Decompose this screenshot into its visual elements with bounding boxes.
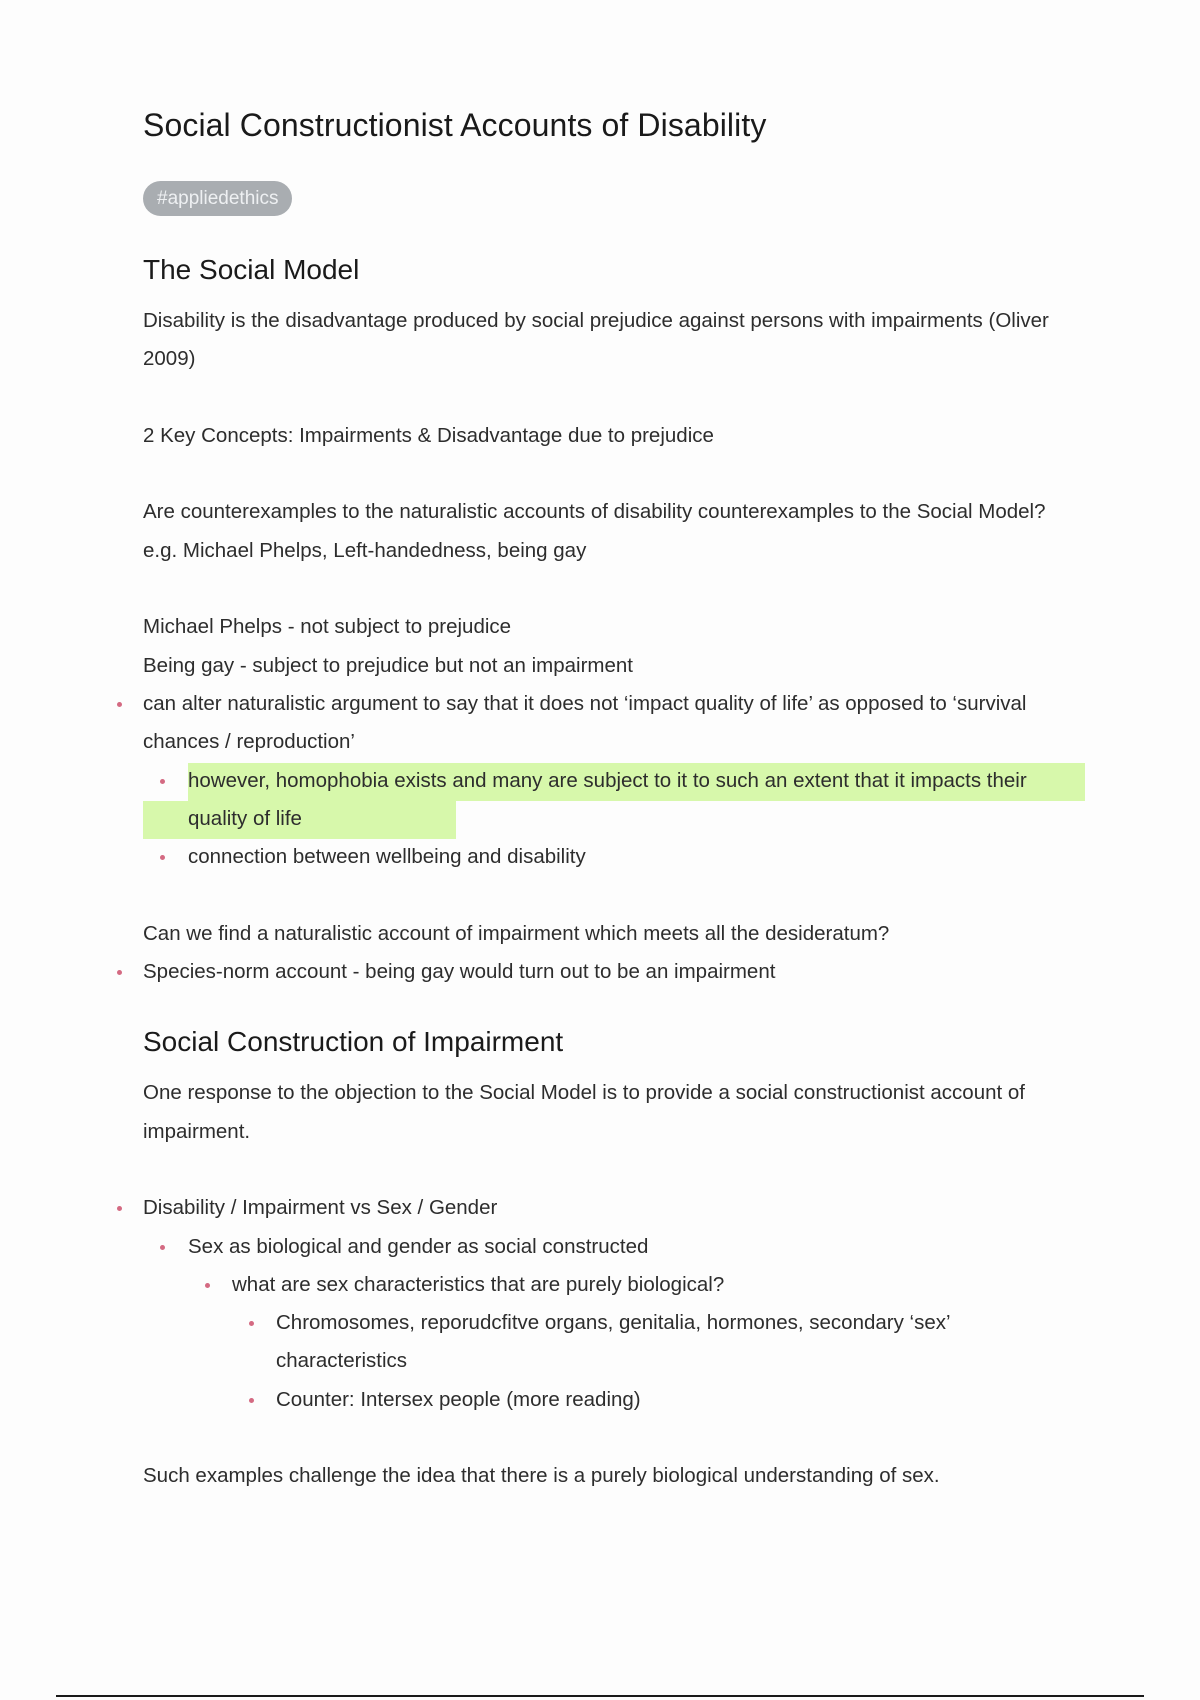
list-item-highlighted [143, 762, 1073, 839]
paragraph: Can we find a naturalistic account of impairment which meets all the desideratum? [143, 921, 890, 945]
heading-social-construction: Social Construction of Impairment [143, 1026, 564, 1058]
list-item: Disability / Impairment vs Sex / Gender [143, 1189, 1073, 1227]
note-title: Social Constructionist Accounts of Disability [143, 107, 767, 143]
bullet-list [143, 685, 1073, 876]
paragraph: Disability is the disadvantage produced by social prejudice against persons with impairments (Oliver 2009) [143, 309, 1049, 371]
page-bottom-rule [56, 1695, 1144, 1697]
paragraph: e.g. Michael Phelps, Left-handedness, being gay [143, 538, 587, 562]
paragraph: Are counterexamples to the naturalistic accounts of disability counterexamples to the Social Model? [143, 500, 1046, 524]
paragraph: One response to the objection to the Social Model is to provide a social constructionist account of impairment. [143, 1081, 1026, 1143]
list-item: Chromosomes, reporudcfitve organs, genitalia, hormones, secondary ‘sex’ characteristics [143, 1304, 1073, 1381]
paragraph: Such examples challenge the idea that there is a purely biological understanding of sex. [143, 1464, 940, 1488]
paragraph: Being gay - subject to prejudice but not an impairment [143, 653, 633, 677]
highlighted-text: however, homophobia exists and many are subject to it to such an extent that it impacts their quality of life [188, 768, 1027, 830]
hashtag-badge[interactable]: #appliedethics [143, 181, 292, 216]
list-item: Sex as biological and gender as social constructed [143, 1228, 1073, 1266]
list-item: connection between wellbeing and disability [143, 838, 1073, 876]
bullet-list [143, 953, 1073, 991]
list-item: what are sex characteristics that are purely biological? [143, 1266, 1073, 1304]
list-item: Counter: Intersex people (more reading) [143, 1381, 1073, 1419]
bullet-list [143, 1189, 1073, 1419]
paragraph: 2 Key Concepts: Impairments & Disadvantage due to prejudice [143, 423, 714, 447]
heading-social-model: The Social Model [143, 254, 360, 285]
note-content [143, 96, 1073, 1496]
paragraph: Michael Phelps - not subject to prejudice [143, 615, 512, 639]
list-item: Species-norm account - being gay would turn out to be an impairment [143, 953, 1073, 991]
list-item: can alter naturalistic argument to say that it does not ‘impact quality of life’ as opposed to ‘survival chances / reproduction’ [143, 685, 1073, 762]
